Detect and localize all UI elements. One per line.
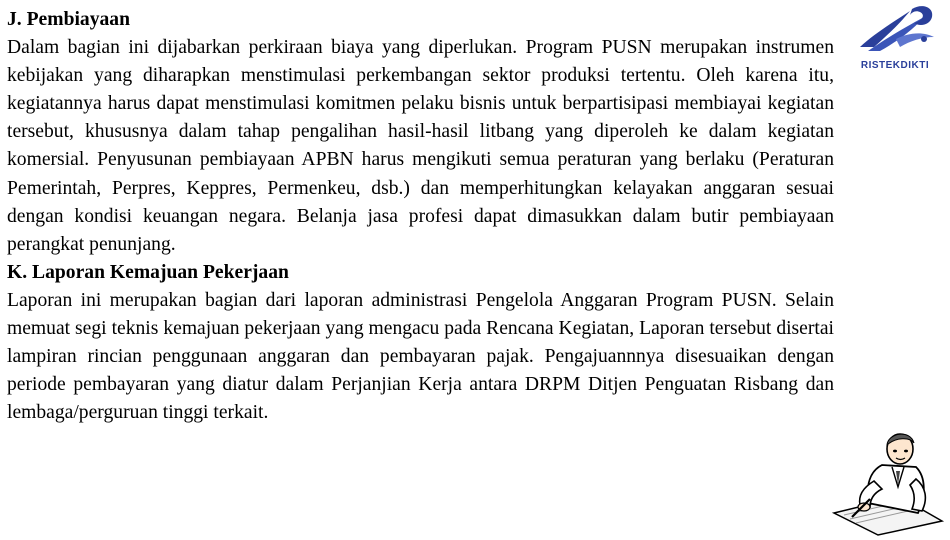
section-k-paragraph: Laporan ini merupakan bagian dari laporan administrasi Pengelola Anggaran Program PUSN. Selain memuat segi teknis kemajuan pekerjaan yang mengacu pada Rencana Kegiatan, Laporan tersebut disertai lampiran rincian penggunaan anggaran dan pembayaran pajak. Pengajuannnya disesuaikan dengan periode pembayaran yang diatur dalam Perjanjian Kerja antara DRPM Ditjen Penguatan Risbang dan lembaga/perguruan tinggi terkait. (7, 289, 834, 424)
section-j-paragraph: Dalam bagian ini dijabarkan perkiraan biaya yang diperlukan. Program PUSN merupakan instrumen kebijakan yang diharapkan menstimulasi perkembangan sektor produksi tertentu. Oleh karena itu, kegiatannya harus dapat menstimulasi komitmen pelaku bisnis untuk berpartisipasi membiayai kegiatan tersebut, khususnya dalam tahap pengalihan hasil-hasil litbang yang diperoleh ke dalam kegiatan komersial. Penyusunan pembiayaan APBN harus mengikuti semua peraturan yang berlaku (Peraturan Pemerintah, Perpres, Keppres, Permenkeu, dsb.) dan memperhitungkan kelayakan anggaran sesuai dengan kondisi keuangan negara. Belanja jasa profesi dapat dimasukkan dalam butir pembiayaan perangkat penunjang. (7, 37, 834, 255)
writing-man-clipart-icon (830, 425, 946, 537)
ristekdikti-logo-icon (850, 3, 940, 61)
section-j-heading: J. Pembiayaan (7, 9, 131, 30)
ristekdikti-logo (850, 3, 940, 75)
document-body (7, 6, 834, 427)
logo-text: RISTEKDIKTI (860, 60, 930, 71)
section-k-heading: K. Laporan Kemajuan Pekerjaan (7, 261, 289, 283)
